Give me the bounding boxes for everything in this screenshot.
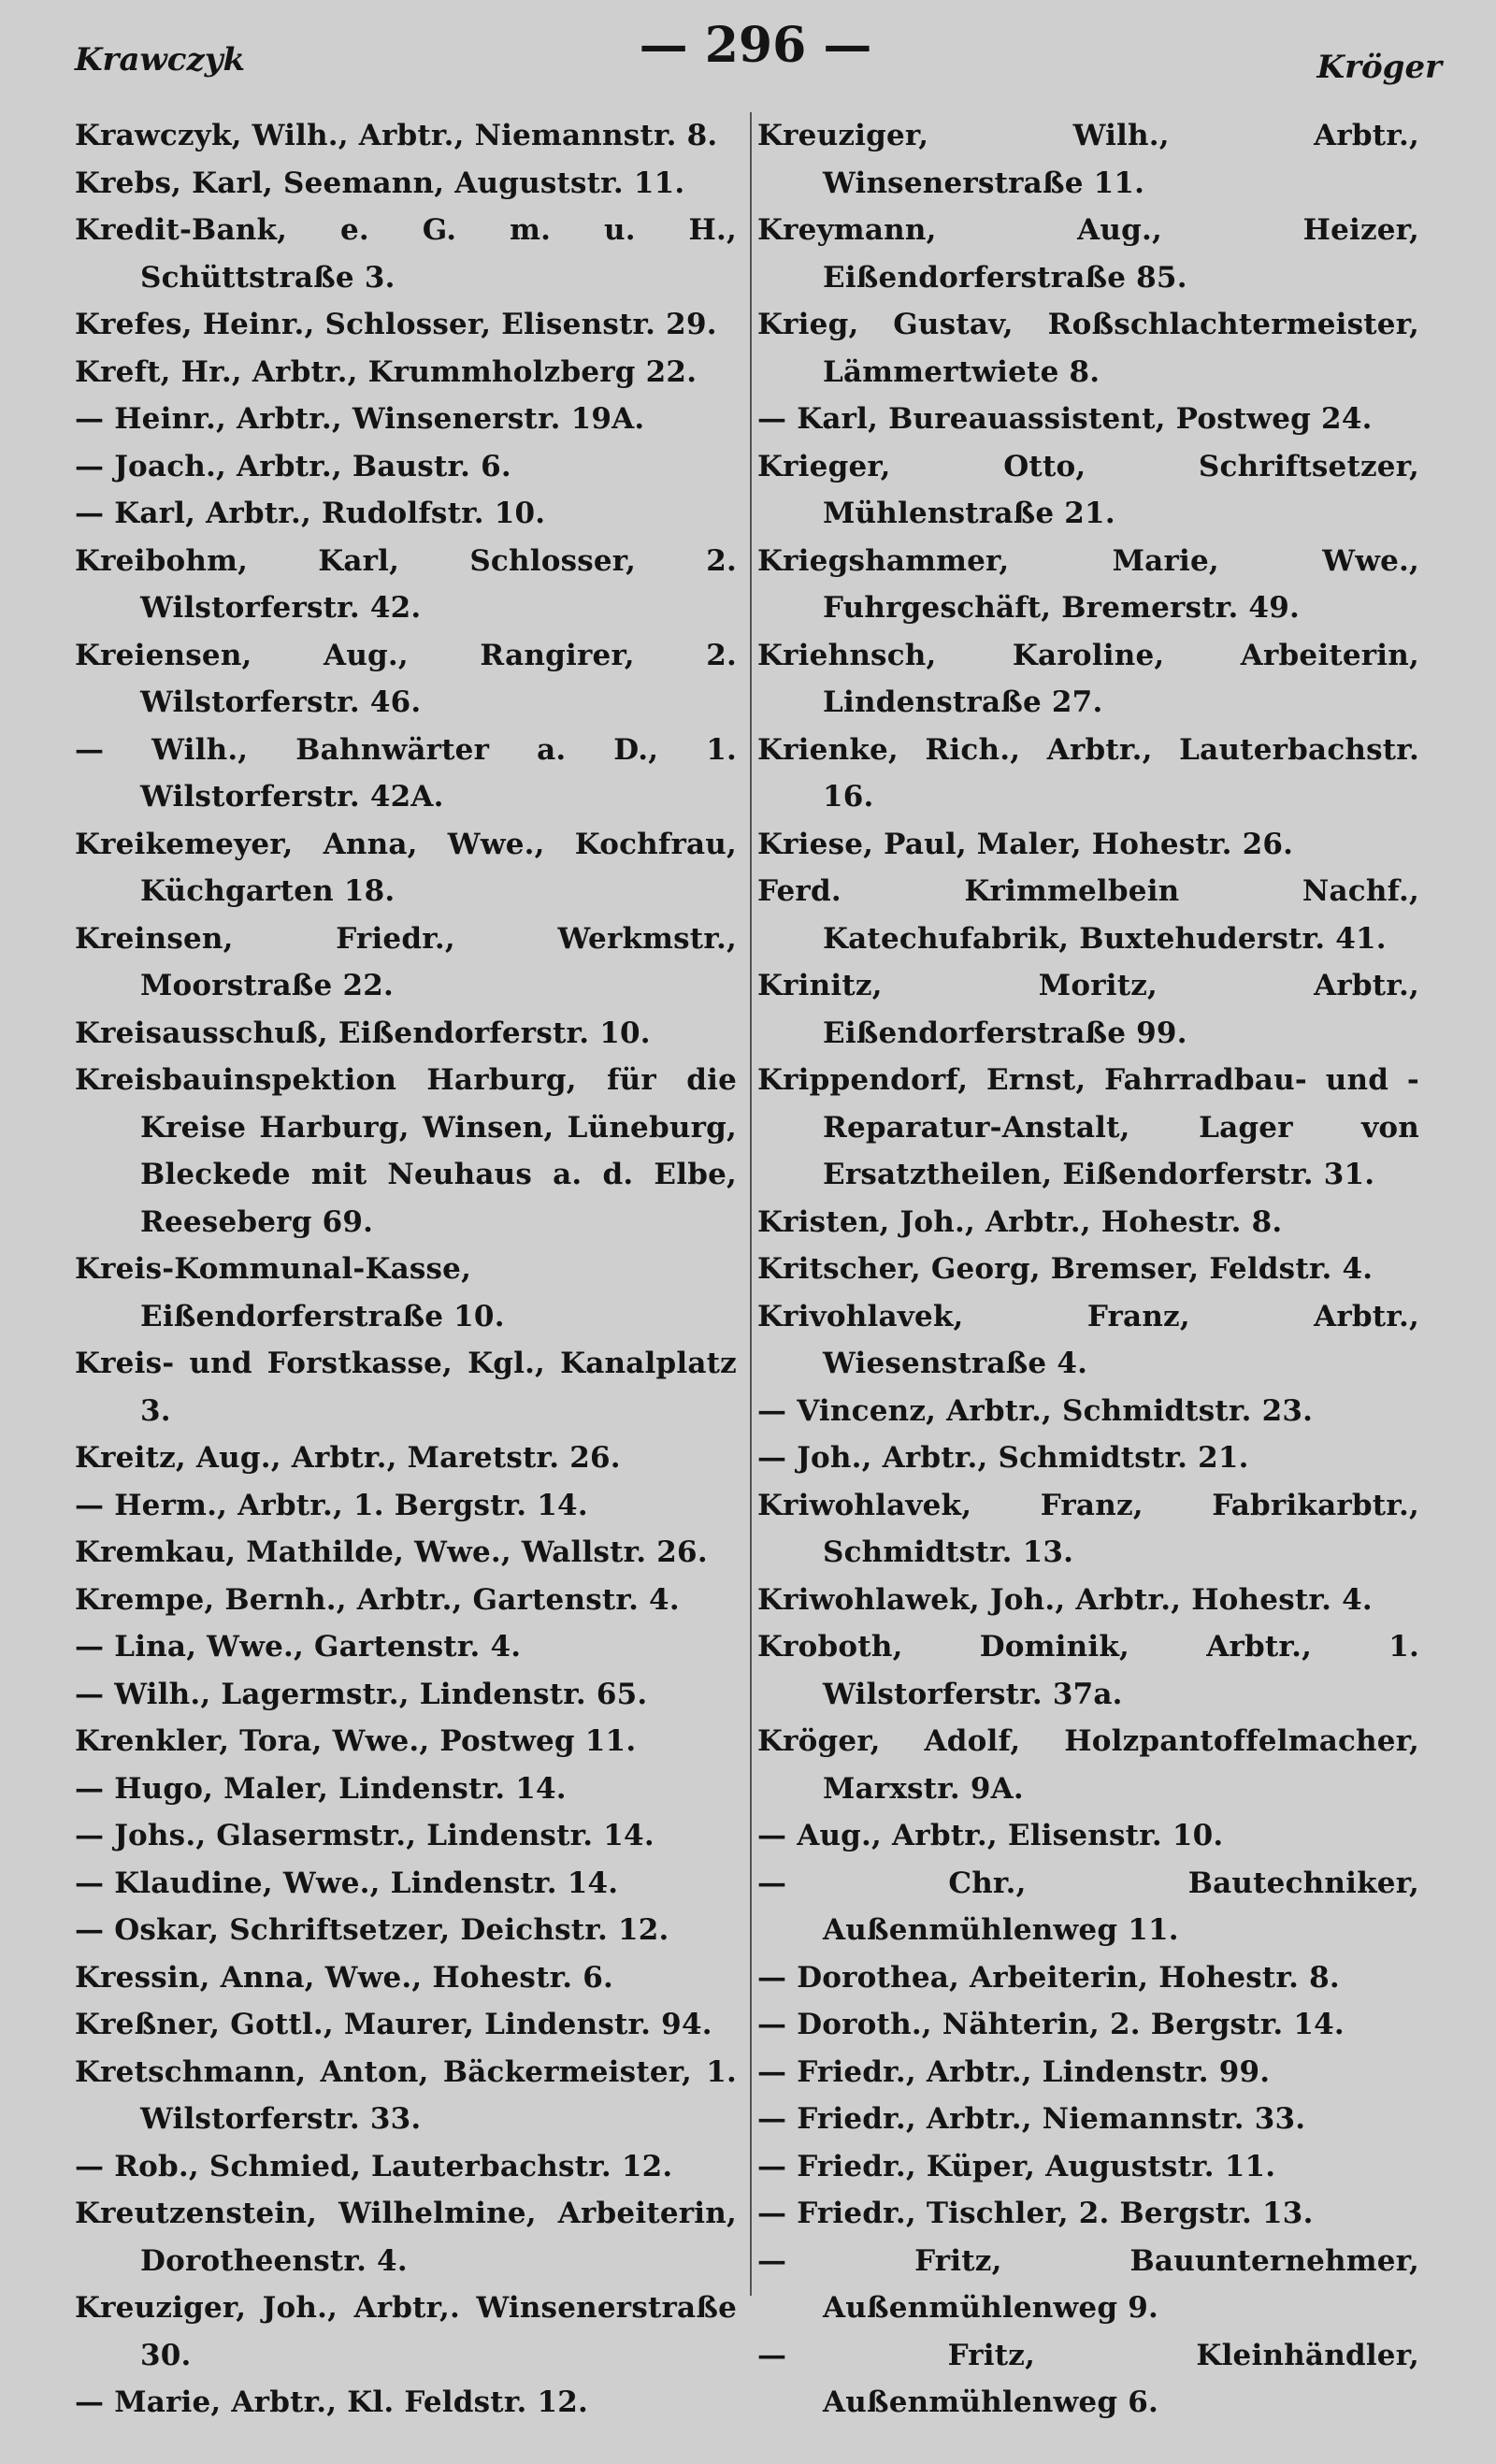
directory-entry: Krienke, Rich., Arbtr., Lauterbachstr. 16.	[757, 732, 1419, 814]
directory-entry: Krivohlavek, Franz, Arbtr., Wiesenstraße 4.	[757, 1299, 1419, 1380]
directory-entry: — Wilh., Bahnwärter a. D., 1. Wilstorferstr. 42A.	[75, 732, 737, 814]
directory-entry: Kroboth, Dominik, Arbtr., 1. Wilstorferstr. 37a.	[757, 1630, 1419, 1711]
directory-entry: — Friedr., Arbtr., Niemannstr. 33.	[757, 2102, 1306, 2136]
directory-entry: Kreßner, Gottl., Maurer, Lindenstr. 94.	[75, 2008, 712, 2041]
page-header	[69, 17, 1442, 92]
directory-entry: Kressin, Anna, Wwe., Hohestr. 6.	[75, 1960, 614, 1995]
directory-entry: — Rob., Schmied, Lauterbachstr. 12.	[75, 2149, 673, 2183]
directory-entry: Krieg, Gustav, Roßschlachtermeister, Lämmertwiete 8.	[757, 308, 1419, 389]
directory-entry: Ferd. Krimmelbein Nachf., Katechufabrik, Buxtehuderstr. 41.	[757, 874, 1419, 956]
directory-entry: — Friedr., Tischler, 2. Bergstr. 13.	[757, 2197, 1314, 2230]
directory-entry: Kreuziger, Joh., Arbtr,. Winsenerstraße 30.	[75, 2291, 737, 2372]
directory-entry: Kröger, Adolf, Holzpantoffelmacher, Marxstr. 9A.	[757, 1724, 1419, 1806]
directory-entry: — Johs., Glasermstr., Lindenstr. 14.	[75, 1819, 654, 1852]
directory-entry: — Chr., Bautechniker, Außenmühlenweg 11.	[757, 1866, 1419, 1947]
directory-entry: — Oskar, Schriftsetzer, Deichstr. 12.	[75, 1913, 669, 1947]
directory-entry: Kreutzenstein, Wilhelmine, Arbeiterin, Dorotheenstr. 4.	[75, 2197, 737, 2278]
directory-entry: Kreisausschuß, Eißendorferstr. 10.	[75, 1016, 651, 1050]
directory-entry: — Wilh., Lagermstr., Lindenstr. 65.	[75, 1677, 648, 1711]
directory-entry: Kriwohlawek, Joh., Arbtr., Hohestr. 4.	[757, 1582, 1373, 1617]
directory-entry: — Doroth., Nähterin, 2. Bergstr. 14.	[757, 2008, 1345, 2041]
directory-entry: Kremkau, Mathilde, Wwe., Wallstr. 26.	[75, 1535, 708, 1569]
running-head-right: Kröger	[1316, 49, 1442, 86]
directory-entry: Kriwohlavek, Franz, Fabrikarbtr., Schmidtstr. 13.	[757, 1488, 1419, 1569]
directory-entry: Kristen, Joh., Arbtr., Hohestr. 8.	[757, 1204, 1283, 1239]
directory-entry: — Vincenz, Arbtr., Schmidtstr. 23.	[757, 1393, 1314, 1428]
directory-entry: Kriehnsch, Karoline, Arbeiterin, Lindenstraße 27.	[757, 638, 1419, 719]
directory-entry: — Herm., Arbtr., 1. Bergstr. 14.	[75, 1488, 588, 1522]
directory-entry: Kritscher, Georg, Bremser, Feldstr. 4.	[757, 1252, 1374, 1286]
directory-entry: Krebs, Karl, Seemann, Auguststr. 11.	[75, 166, 685, 200]
directory-entry: Kreibohm, Karl, Schlosser, 2. Wilstorferstr. 42.	[75, 543, 737, 625]
directory-entry: — Heinr., Arbtr., Winsenerstr. 19A.	[75, 402, 645, 436]
entry-columns	[75, 112, 1442, 2419]
directory-entry: — Karl, Arbtr., Rudolfstr. 10.	[75, 497, 546, 530]
directory-entry: — Lina, Wwe., Gartenstr. 4.	[75, 1630, 522, 1664]
directory-entry: Kriese, Paul, Maler, Hohestr. 26.	[757, 827, 1294, 861]
running-head-left: Krawczyk	[75, 41, 246, 79]
directory-entry: Kreis-Kommunal-Kasse, Eißendorferstraße 10.	[75, 1252, 505, 1333]
directory-entry: Krinitz, Moritz, Arbtr., Eißendorferstraße 99.	[757, 969, 1419, 1050]
directory-entry: — Dorothea, Arbeiterin, Hohestr. 8.	[757, 1960, 1340, 1995]
page-number: — 296 —	[639, 17, 872, 74]
directory-entry: Krempe, Bernh., Arbtr., Gartenstr. 4.	[75, 1582, 680, 1617]
directory-entry: — Karl, Bureauassistent, Postweg 24.	[757, 402, 1373, 436]
directory-entry: Kreinsen, Friedr., Werkmstr., Moorstraße 22.	[75, 921, 737, 1002]
directory-entry: Krenkler, Tora, Wwe., Postweg 11.	[75, 1724, 637, 1758]
directory-entry: Krefes, Heinr., Schlosser, Elisenstr. 29.	[75, 308, 717, 341]
directory-entry: Kreymann, Aug., Heizer, Eißendorferstraße 85.	[757, 213, 1419, 295]
directory-entry: Krieger, Otto, Schriftsetzer, Mühlenstraße 21.	[757, 449, 1419, 530]
directory-entry: — Aug., Arbtr., Elisenstr. 10.	[757, 1819, 1224, 1852]
directory-entry: Kreiensen, Aug., Rangirer, 2. Wilstorferstr. 46.	[75, 638, 737, 719]
directory-entry: — Fritz, Bauunternehmer, Außenmühlenweg 9.	[757, 2243, 1419, 2325]
right-column	[757, 112, 1419, 2419]
directory-entry: Kredit-Bank, e. G. m. u. H., Schüttstraße 3.	[75, 213, 737, 295]
directory-entry: Kreft, Hr., Arbtr., Krummholzberg 22.	[75, 354, 698, 389]
directory-entry: — Joh., Arbtr., Schmidtstr. 21.	[757, 1441, 1249, 1475]
directory-entry: Krippendorf, Ernst, Fahrradbau- und -Reparatur-Anstalt, Lager von Ersatztheilen, Eißendorferstr. 31.	[757, 1063, 1419, 1191]
directory-entry: Kreuziger, Wilh., Arbtr., Winsenerstraße 11.	[757, 119, 1419, 200]
directory-entry: — Joach., Arbtr., Baustr. 6.	[75, 449, 511, 483]
directory-entry: Kreisbauinspektion Harburg, für die Kreise Harburg, Winsen, Lüneburg, Bleckede mit Neuhaus a. d. Elbe, Reeseberg 69.	[75, 1063, 737, 1239]
directory-entry: Kreitz, Aug., Arbtr., Maretstr. 26.	[75, 1441, 621, 1475]
column-divider	[750, 112, 752, 2296]
directory-entry: Krawczyk, Wilh., Arbtr., Niemannstr. 8.	[75, 119, 718, 152]
directory-entry: — Fritz, Kleinhändler, Außenmühlenweg 6.	[757, 2338, 1419, 2419]
directory-entry: — Friedr., Küper, Auguststr. 11.	[757, 2149, 1276, 2183]
directory-entry: Kreis- und Forstkasse, Kgl., Kanalplatz 3.	[75, 1347, 737, 1428]
directory-entry: Kriegshammer, Marie, Wwe., Fuhrgeschäft, Bremerstr. 49.	[757, 543, 1419, 625]
directory-entry: Kreikemeyer, Anna, Wwe., Kochfrau, Küchgarten 18.	[75, 827, 737, 908]
directory-entry: — Marie, Arbtr., Kl. Feldstr. 12.	[75, 2385, 589, 2419]
directory-entry: — Friedr., Arbtr., Lindenstr. 99.	[757, 2054, 1271, 2089]
directory-entry: — Klaudine, Wwe., Lindenstr. 14.	[75, 1866, 619, 1900]
directory-entry: Kretschmann, Anton, Bäckermeister, 1. Wilstorferstr. 33.	[75, 2054, 737, 2136]
directory-entry: — Hugo, Maler, Lindenstr. 14.	[75, 1771, 567, 1806]
left-column	[75, 112, 737, 2419]
